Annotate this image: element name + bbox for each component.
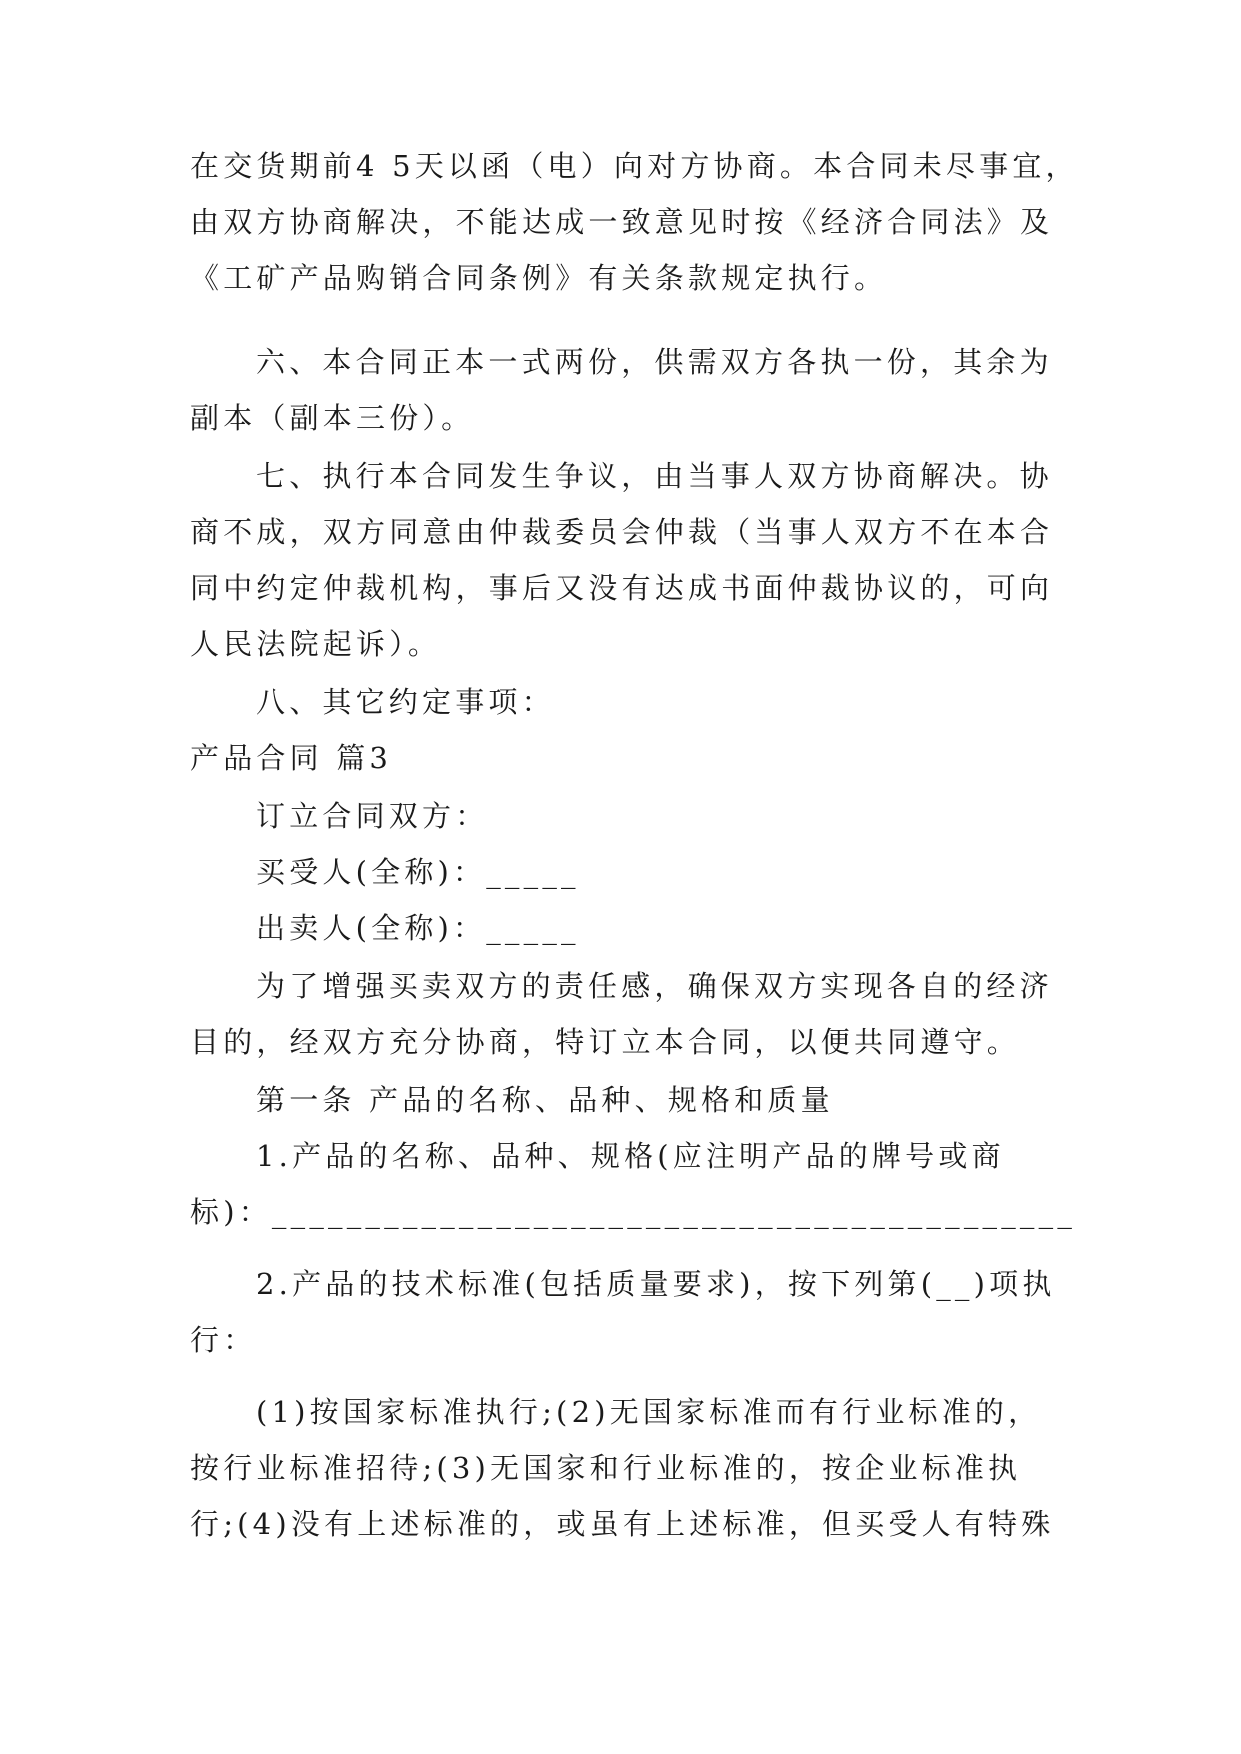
section-title: 产品合同 篇3 (190, 741, 393, 775)
paragraph-line: 2.产品的技术标准(包括质量要求)，按下列第(__)项执 (256, 1267, 1056, 1301)
paragraph-line: 行： (190, 1323, 257, 1357)
paragraph-line: 副本（副本三份）。 (190, 401, 475, 435)
paragraph-line: 在交货期前4 5天以函（电）向对方协商。本合同未尽事宜， (190, 149, 1079, 183)
seller-line: 出卖人(全称)：_____ (256, 911, 580, 945)
paragraph-line: 订立合同双方： (256, 799, 489, 833)
paragraph-line: 同中约定仲裁机构，事后又没有达成书面仲裁协议的，可向 (190, 571, 1054, 605)
paragraph-line: 六、本合同正本一式两份，供需双方各执一份，其余为 (256, 345, 1053, 379)
paragraph-line: 七、执行本合同发生争议，由当事人双方协商解决。协 (256, 459, 1053, 493)
paragraph-line: 八、其它约定事项： (256, 685, 555, 719)
paragraph-line: 人民法院起诉）。 (190, 627, 442, 661)
paragraph-line: (1)按国家标准执行;(2)无国家标准而有行业标准的， (256, 1395, 1042, 1429)
paragraph-line: 为了增强买卖双方的责任感，确保双方实现各自的经济 (256, 969, 1053, 1003)
paragraph-line: 《工矿产品购销合同条例》有关条款规定执行。 (190, 261, 888, 295)
article-heading: 第一条 产品的名称、品种、规格和质量 (256, 1083, 834, 1117)
paragraph-line: 1.产品的名称、品种、规格(应注明产品的牌号或商 (256, 1139, 1005, 1173)
paragraph-line: 由双方协商解决，不能达成一致意见时按《经济合同法》及 (190, 205, 1054, 239)
paragraph-line: 目的，经双方充分协商，特订立本合同，以便共同遵守。 (190, 1025, 1021, 1059)
paragraph-line: 标)：___________________________________________ (190, 1195, 1077, 1229)
paragraph-line: 商不成，双方同意由仲裁委员会仲裁（当事人双方不在本合 (190, 515, 1054, 549)
buyer-line: 买受人(全称)：_____ (256, 855, 580, 889)
paragraph-line: 按行业标准招待;(3)无国家和行业标准的，按企业标准执 (190, 1451, 1022, 1485)
paragraph-line: 行;(4)没有上述标准的，或虽有上述标准，但买受人有特殊 (190, 1507, 1055, 1541)
